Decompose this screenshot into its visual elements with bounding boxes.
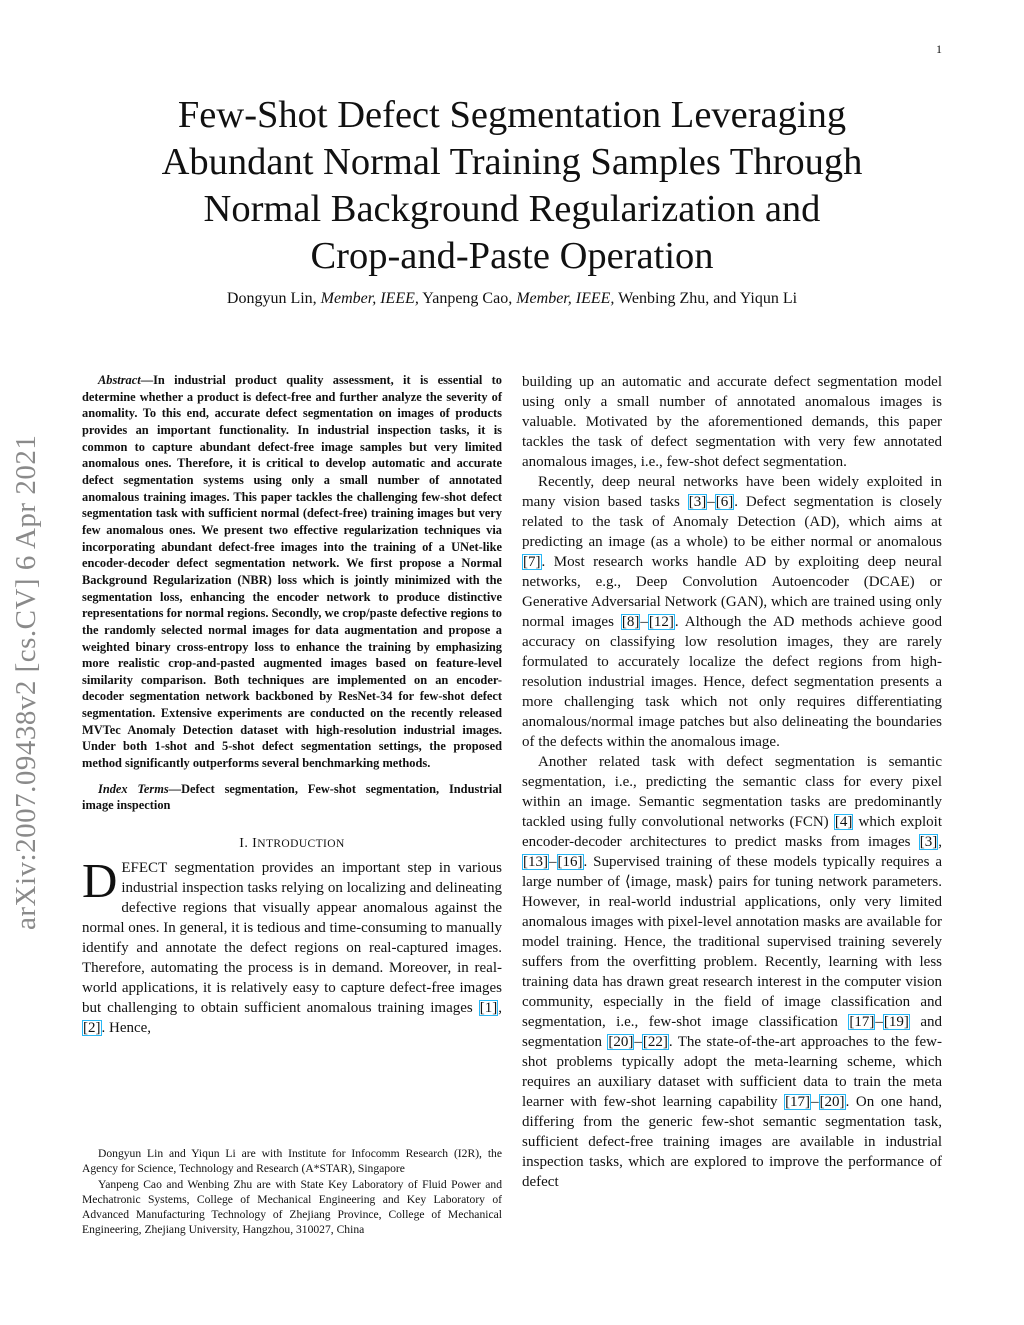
- left-column: [82, 372, 502, 1038]
- author-1-role: Member, IEEE,: [320, 290, 419, 307]
- abstract-label: Abstract: [98, 373, 141, 387]
- citation-link[interactable]: [8]: [621, 614, 640, 630]
- paper-title: [100, 92, 924, 280]
- citation-link[interactable]: [3]: [688, 494, 707, 510]
- author-2: Yanpeng Cao,: [418, 290, 517, 307]
- author-1: Dongyun Lin,: [226, 290, 321, 307]
- index-terms-label: Index Terms: [98, 781, 169, 796]
- citation-link[interactable]: [7]: [523, 554, 541, 570]
- drop-cap: D: [82, 853, 118, 909]
- title-line: Crop-and-Paste Operation: [310, 235, 714, 277]
- citation-link[interactable]: [22]: [642, 1034, 668, 1050]
- citation-link[interactable]: [20]: [819, 1094, 845, 1110]
- citation-link[interactable]: [6]: [715, 494, 734, 510]
- abstract-text: —In industrial product quality assessment, it is essential to determine whether a product is defect-free and further analyze the severity of anomality. To this end, accurate defect segmentation on images of products provides an important functionality. In industrial inspection tasks, it is common to capture abundant defect-free image samples but very limited anomalous ones. Therefore, it is critical to develop automatic and accurate defect segmentation systems using only a small number of annotated anomalous training images. This paper tackles the challenging few-shot defect segmentation task with sufficient normal (defect-free) training images but very few anomalous ones. We present two effective regularization techniques via incorporating abundant defect-free images into the training of a UNet-like encoder-decoder defect segmentation network. We first propose a Normal Background Regularization (NBR) loss which is jointly minimized with the segmentation loss, enhancing the encoder network to produce distinctive representations for normal regions. Secondly, we crop/paste defective regions to the randomly selected normal images for data augmentation and propose a weighted binary cross-entropy loss to enhance the training by emphasizing more realistic crop-and-pasted augmented images based on feature-level similarity comparison. Both techniques are implemented on an encoder-decoder segmentation network backboned by ResNet-34 for few-shot defect segmentation. Extensive experiments are conducted on the recently released MVTec Anomaly Detection dataset with high-resolution industrial images. Under both 1-shot and 5-shot defect segmentation settings, the proposed method significantly outperforms several benchmarking methods.: [82, 373, 502, 771]
- citation-link[interactable]: [3]: [919, 834, 938, 850]
- body-paragraph: Another related task with defect segmentation is semantic segmentation, i.e., predicting the semantic class for every pixel within an image. Semantic segmentation tasks are predominantly tackled using fully convolutional networks (FCN) [4] which exploit encoder-decoder architectures to predict masks from images [3], [13]–[16]. Supervised training of these models typically requires a large number of ⟨image, mask⟩ pairs for tuning network parameters. However, in real-world industrial applications, only very limited anomalous images with pixel-level annotation masks are available for model training. Hence, the traditional supervised training severely suffers from the overfitting problem. Recently, learning with less training data has drawn great research interest in the computer vision community, especially in the field of image classification and segmentation, i.e., few-shot image classification [17]–[19] and segmentation [20]–[22]. The state-of-the-art approaches to the few-shot problems typically adopt the meta-learning scheme, which requires an auxiliary dataset with sufficient data to train the meta learner with few-shot learning capability [17]–[20]. On one hand, differing from the generic few-shot semantic segmentation task, sufficient defect-free training images are available in industrial inspection tasks, which are explored to improve the performance of defect: [522, 754, 943, 1190]
- title-line: Abundant Normal Training Samples Through: [161, 141, 863, 183]
- abstract: [82, 372, 502, 772]
- citation-link[interactable]: [20]: [608, 1034, 634, 1050]
- author-list: [60, 290, 964, 308]
- footnotes: [82, 1146, 502, 1238]
- citation-link[interactable]: [2]: [83, 1020, 101, 1037]
- right-column: [522, 372, 942, 1192]
- footnote-affiliation-2: Yanpeng Cao and Wenbing Zhu are with State Key Laboratory of Fluid Power and Mechatronic Systems, College of Mechanical Engineering and Key Laboratory of Advanced Manufacturing Technology of Zhejiang Province, College of Mechanical Engineering, Zhejiang University, Hangzhou, 310027, China: [82, 1177, 502, 1237]
- intro-paragraph: DEFECT segmentation provides an important step in various industrial inspection tasks relying on localizing and delineating defective regions that visually appear anomalous against the normal ones. In general, it is tedious and time-consuming to manually identify and annotate the defect regions on real-captured images. Therefore, automating the process is in demand. Moreover, in real-world applications, it is relatively easy to capture defect-free images but challenging to obtain sufficient anomalous training images [1], [2]. Hence,: [82, 853, 502, 1037]
- body-paragraph: building up an automatic and accurate defect segmentation model using only a small number of annotated anomalous images is valuable. Motivated by the aforementioned demands, this paper tackles the task of defect segmentation with very few annotated anomalous images, i.e., few-shot defect segmentation.: [522, 374, 942, 470]
- citation-link[interactable]: [19]: [883, 1014, 909, 1030]
- page-number: 1: [936, 42, 942, 56]
- index-terms-text: —Defect segmentation, Few-shot segmentation, Industrial image inspection: [82, 781, 502, 813]
- author-3-4: Wenbing Zhu, and Yiqun Li: [614, 290, 798, 307]
- citation-link[interactable]: [1]: [479, 1000, 498, 1017]
- citation-link[interactable]: [16]: [557, 854, 583, 870]
- intro-smallcaps: EFECT: [121, 860, 168, 877]
- index-terms: [82, 781, 502, 814]
- title-line: Few-Shot Defect Segmentation Leveraging: [177, 94, 847, 136]
- section-heading-introduction: I. INTRODUCTION: [239, 836, 345, 852]
- footnote-affiliation-1: Dongyun Lin and Yiqun Li are with Institute for Infocomm Research (I2R), the Agency for Science, Technology and Research (A*STAR), Singapore: [82, 1147, 502, 1176]
- citation-link[interactable]: [12]: [648, 614, 674, 630]
- math-pair: ⟨image, mask⟩: [624, 874, 714, 890]
- citation-link[interactable]: [17]: [849, 1014, 875, 1030]
- citation-link[interactable]: [4]: [834, 814, 853, 830]
- author-2-role: Member, IEEE,: [516, 290, 615, 307]
- citation-link[interactable]: [13]: [523, 854, 548, 870]
- arxiv-stamp: arXiv:2007.09438v2 [cs.CV] 6 Apr 2021: [10, 434, 42, 930]
- citation-link[interactable]: [17]: [785, 1094, 811, 1110]
- body-paragraph: Recently, deep neural networks have been widely exploited in many vision based tasks [3]–[6]. Defect segmentation is closely related to the task of Anomaly Detection (AD), which aims at predicting an image (as a whole) to be either normal or anomalous [7]. Most research works handle AD by exploiting deep neural networks, e.g., Deep Convolution Autoencoder (DCAE) or Generative Adversarial Network (GAN), which are trained using only normal images [8]–[12]. Although the AD methods achieve good accuracy on classifying low resolution images, they are rarely formulated to accurately localize the defect regions from high-resolution industrial images. Hence, defect segmentation presents a more challenging task which not only requires differentiating anomalous/normal image patches but also delineating the boundaries of the defects within the anomalous image.: [522, 474, 942, 750]
- title-line: Normal Background Regularization and: [203, 188, 821, 230]
